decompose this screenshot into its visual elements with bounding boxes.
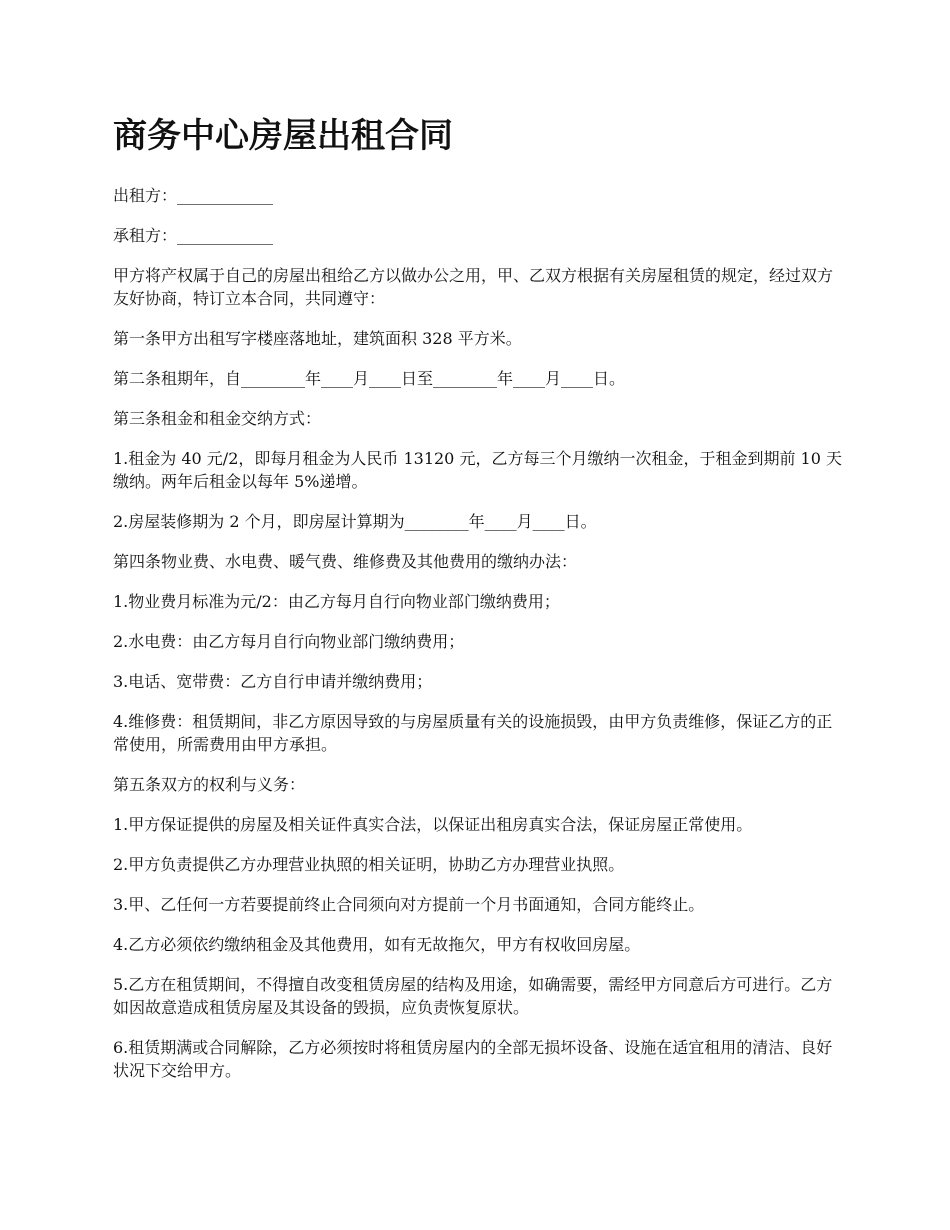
article-3-item-1: 1.租金为 40 元/2，即每月租金为人民币 13120 元，乙方每三个月缴纳一次租金，于租金到期前 10 天缴纳。两年后租金以每年 5%递增。 [113,449,842,491]
article-4-item-3: 3.电话、宽带费：乙方自行申请并缴纳费用； [113,672,433,691]
article-4-item-4: 4.维修费：租赁期间，非乙方原因导致的与房屋质量有关的设施损毁，由甲方负责维修，保证乙方的正常使用，所需费用由甲方承担。 [113,712,833,754]
document-page [113,110,848,1099]
preamble-paragraph: 甲方将产权属于自己的房屋出租给乙方以做办公之用，甲、乙双方根据有关房屋租赁的规定，经过双方友好协商，特订立本合同，共同遵守： [113,266,834,308]
lessee-line: 承租方：____________ [113,226,274,245]
lessor-line: 出租方：____________ [113,186,274,205]
article-1: 第一条甲方出租写字楼座落地址，建筑面积 328 平方米。 [113,329,522,348]
article-4-item-2: 2.水电费：由乙方每月自行向物业部门缴纳费用； [113,632,465,651]
article-3-item-2: 2.房屋装修期为 2 个月，即房屋计算期为________年____月____日。 [113,512,597,531]
article-5-item-1: 1.甲方保证提供的房屋及相关证件真实合法，以保证出租房真实合法，保证房屋正常使用。 [113,815,753,834]
article-4-item-1: 1.物业费月标准为元/2：由乙方每月自行向物业部门缴纳费用； [113,592,560,611]
article-5-item-4: 4.乙方必须依约缴纳租金及其他费用，如有无故拖欠，甲方有权收回房屋。 [113,935,641,954]
article-5-item-3: 3.甲、乙任何一方若要提前终止合同须向对方提前一个月书面通知，合同方能终止。 [113,895,705,914]
article-5-item-5: 5.乙方在租赁期间，不得擅自改变租赁房屋的结构及用途，如确需要，需经甲方同意后方可进行。乙方如因故意造成租赁房屋及其设备的毁损，应负责恢复原状。 [113,975,833,1017]
article-5-heading: 第五条双方的权利与义务： [113,775,306,794]
article-5-item-6: 6.租赁期满或合同解除，乙方必须按时将租赁房屋内的全部无损坏设备、设施在适宜租用的清洁、良好状况下交给甲方。 [113,1038,833,1080]
article-2: 第二条租期年，自________年____月____日至________年____月____日。 [113,369,626,388]
article-4-heading: 第四条物业费、水电费、暖气费、维修费及其他费用的缴纳办法： [113,552,578,571]
article-5-item-2: 2.甲方负责提供乙方办理营业执照的相关证明，协助乙方办理营业执照。 [113,855,625,874]
article-3-heading: 第三条租金和租金交纳方式： [113,409,322,428]
document-title: 商务中心房屋出租合同 [113,116,453,156]
